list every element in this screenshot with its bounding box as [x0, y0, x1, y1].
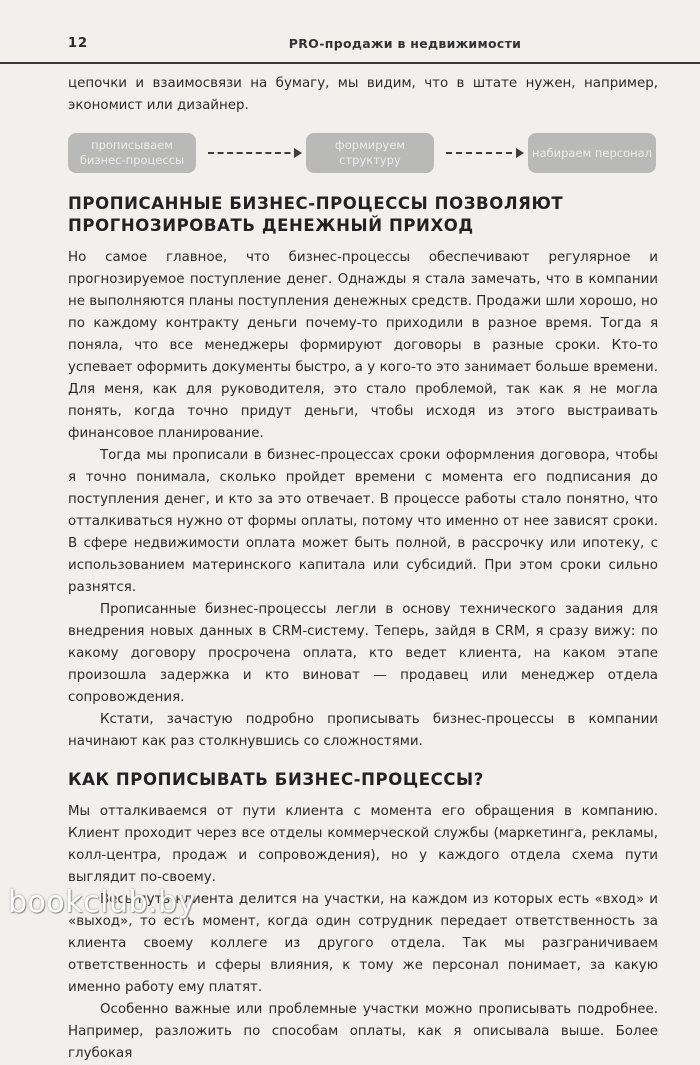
flow-step-1: прописываем бизнес-процессы — [68, 133, 196, 173]
page-number: 12 — [68, 36, 89, 51]
paragraph: Кстати, зачастую подробно прописывать бизнес-процессы в компании начинают как раз столкнувшись со сложностями. — [68, 712, 658, 749]
paragraph: Мы отталкиваемся от пути клиента с момента его обращения в компанию. Клиент проходит через все отделы коммерческой службы (маркетинга, рекламы, колл-центра, продаж и сопровождения), но у каждого отдела схема пути выглядит по-своему. — [68, 804, 658, 885]
section-heading-how-to: КАК ПРОПИСЫВАТЬ БИЗНЕС-ПРОЦЕССЫ? — [68, 770, 484, 789]
flow-arrow-1 — [208, 152, 300, 154]
paragraph: Весь путь клиента делится на участки, на каждом из которых есть «вход» и «выход», то есть момент, когда один сотрудник передает ответственность за клиента своему коллеге из другого отдела. Так мы разграничиваем ответственность и сферы влияния, к тому же персонал понимает, за какую именно работу ему платят. — [68, 892, 658, 995]
process-flow-diagram — [68, 133, 658, 181]
watermark: bookclub.by — [8, 885, 196, 920]
running-title: PRO-продажи в недвижимости — [288, 36, 522, 51]
paragraph: Но самое главное, что бизнес-процессы обеспечивают регулярное и прогнозируемое поступление денег. Однажды я стала замечать, что в компании не выполняются планы поступления денежных средств. Продажи шли хорошо, но по каждому контракту деньги почему-то приходили в разное время. Тогда я поняла, что все менеджеры формируют договоры в разные сроки. Кто-то успевает оформить документы быстро, а у кого-то это занимает больше времени. Для меня, как для руководителя, это стало проблемой, так как я не могла понять, когда точно придут деньги, чтобы исходя из этого выстраивать финансовое планирование. — [68, 250, 658, 441]
paragraph: Прописанные бизнес-процессы легли в основу технического задания для внедрения новых данных в CRM-систему. Теперь, зайдя в CRM, я сразу вижу: по какому договору просрочена оплата, кто ведет клиента, на каком этапе произошла задержка и кто виноват — продавец или менеджер отдела сопровождения. — [68, 602, 658, 705]
page-header — [0, 0, 700, 64]
flow-arrow-2 — [446, 152, 522, 154]
section-heading-forecast: ПРОПИСАННЫЕ БИЗНЕС-ПРОЦЕССЫ ПОЗВОЛЯЮТ ПРОГНОЗИРОВАТЬ ДЕНЕЖНЫЙ ПРИХОД — [68, 194, 564, 235]
paragraph: Особенно важные или проблемные участки можно прописывать подробнее. Например, разложить по способам оплаты, как я описывала выше. Более глубокая — [68, 1002, 658, 1061]
intro-paragraph: цепочки и взаимосвязи на бумагу, мы видим, что в штате нужен, например, экономист или дизайнер. — [68, 76, 658, 113]
flow-step-2: формируем структуру — [306, 133, 434, 173]
paragraph: Тогда мы прописали в бизнес-процессах сроки оформления договора, чтобы я точно понимала, сколько пройдет времени с момента его подписания до поступления денег, и кто за это отвечает. В процессе работы стало понятно, что отталкиваться нужно от формы оплаты, потому что именно от нее зависят сроки. В сфере недвижимости оплата может быть полной, в рассрочку или ипотеку, с использованием материнского капитала или субсидий. При этом сроки сильно разнятся. — [68, 448, 658, 595]
flow-step-3: набираем персонал — [528, 133, 656, 173]
